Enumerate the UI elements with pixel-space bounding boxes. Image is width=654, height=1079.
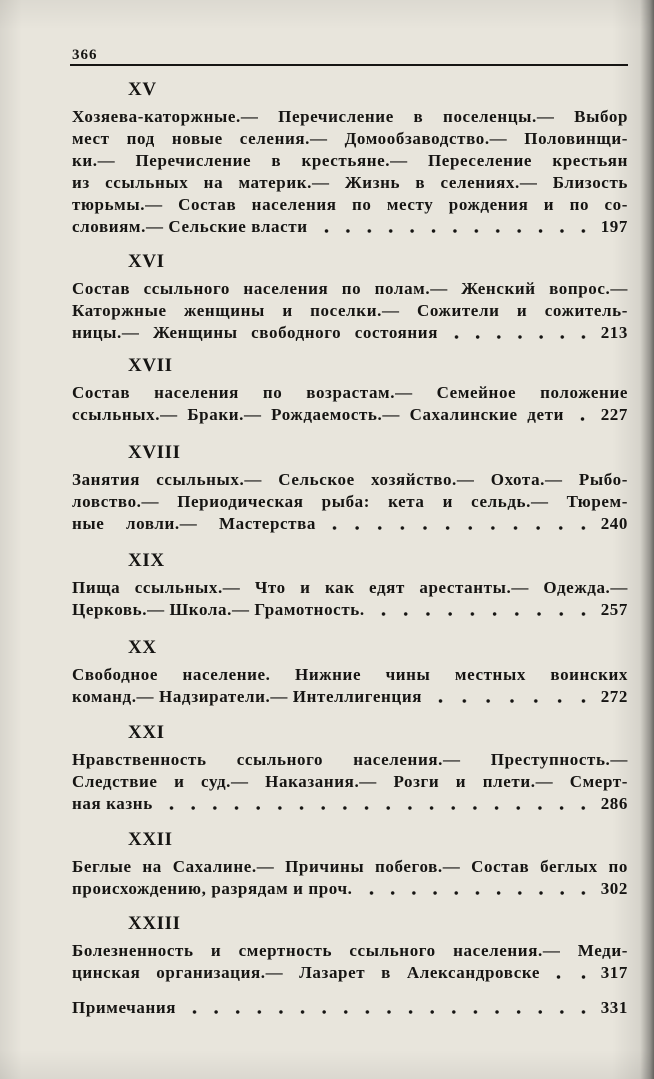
toc-page-number: 197	[600, 217, 628, 236]
toc-page-number: 213	[600, 323, 628, 342]
toc-entry-line	[72, 404, 628, 426]
toc-line: мест под новые селения.— Домообзаводство.— Половинщи-	[72, 129, 628, 148]
toc-line: ки.— Перечисление в крестьяне.— Переселение крестьян	[72, 151, 628, 170]
toc-notes-entry	[72, 997, 628, 1019]
chapter-numeral: XV	[128, 79, 157, 100]
toc-section-xxii	[72, 828, 628, 900]
toc-page-number: 227	[600, 405, 628, 424]
dot-leader	[161, 793, 594, 815]
chapter-numeral: XXI	[128, 722, 165, 743]
toc-line: Нравственность ссыльного населения.— Преступность.—	[72, 750, 628, 769]
toc-page-number: 317	[600, 963, 628, 982]
toc-section-xix	[72, 549, 628, 621]
toc-section-xv	[72, 78, 628, 238]
toc-page-number: 240	[600, 514, 628, 533]
chapter-numeral: XXII	[128, 829, 173, 850]
toc-entry-line	[72, 686, 628, 708]
toc-line: Беглые на Сахалине.— Причины побегов.— Состав беглых по	[72, 857, 628, 876]
chapter-numeral: XIX	[128, 550, 165, 571]
toc-line-text: ницы.— Женщины свободного состояния	[72, 323, 438, 342]
toc-line: Следствие и суд.— Наказания.— Розги и плети.— Смерт-	[72, 772, 628, 791]
toc-section-xvi	[72, 250, 628, 344]
dot-leader	[361, 878, 594, 900]
dot-leader	[548, 962, 594, 984]
toc-line: тюрьмы.— Состав населения по месту рождения и по со-	[72, 195, 628, 214]
chapter-numeral: XVI	[128, 251, 165, 272]
toc-line-text: ные ловли.— Мастерства	[72, 514, 316, 533]
toc-line: из ссыльных на материк.— Жизнь в селениях.— Близость	[72, 173, 628, 192]
toc-section-xviii	[72, 441, 628, 535]
toc-line: ловство.— Периодическая рыба: кета и сельдь.— Тюрем-	[72, 492, 628, 511]
toc-line: Каторжные женщины и поселки.— Сожители и сожитель-	[72, 301, 628, 320]
toc-entry-line	[72, 216, 628, 238]
toc-line-text: команд.— Надзиратели.— Интеллигенция	[72, 687, 423, 706]
toc-line: Свободное население. Нижние чины местных воинских	[72, 665, 628, 684]
chapter-numeral: XVII	[128, 355, 173, 376]
toc-entry-line	[72, 599, 628, 621]
toc-line-text: Примечания	[72, 998, 177, 1017]
toc-line: Хозяева-каторжные.— Перечисление в поселенцы.— Выбор	[72, 107, 628, 126]
toc-entry-line	[72, 322, 628, 344]
chapter-numeral: XVIII	[128, 442, 181, 463]
toc-section-xxiii	[72, 912, 628, 984]
chapter-numeral: XX	[128, 637, 157, 658]
toc-line: Состав населения по возрастам.— Семейное положение	[72, 383, 628, 402]
toc-section-xxi	[72, 721, 628, 815]
toc-page-number: 302	[600, 879, 628, 898]
toc-entry-line	[72, 513, 628, 535]
dot-leader	[572, 404, 594, 426]
toc-line-text: словиям.— Сельские власти	[72, 217, 308, 236]
toc-line-text: цинская организация.— Лазарет в Александровске	[72, 963, 540, 982]
toc-line-text: ссыльных.— Браки.— Рождаемость.— Сахалинские дети	[72, 405, 564, 424]
dot-leader	[430, 686, 594, 708]
toc-page-number: 272	[600, 687, 628, 706]
chapter-numeral: XXIII	[128, 913, 181, 934]
toc-line-text: ная казнь	[72, 794, 153, 813]
toc-page-number: 331	[600, 998, 628, 1017]
page-number: 366	[72, 47, 98, 63]
dot-leader	[324, 513, 594, 535]
toc-line-text: Церковь.— Школа.— Грамотность.	[72, 600, 365, 619]
header-rule	[70, 64, 628, 66]
dot-leader	[316, 216, 594, 238]
dot-leader	[184, 997, 594, 1019]
toc-line: Занятия ссыльных.— Сельское хозяйство.— Охота.— Рыбо-	[72, 470, 628, 489]
dot-leader	[373, 599, 594, 621]
toc-section-xvii	[72, 354, 628, 426]
toc-line-text: происхождению, разрядам и проч.	[72, 879, 353, 898]
toc-line: Пища ссыльных.— Что и как едят арестанты.— Одежда.—	[72, 578, 628, 597]
toc-section-xx	[72, 636, 628, 708]
toc-line: Болезненность и смертность ссыльного населения.— Меди-	[72, 941, 628, 960]
dot-leader	[446, 322, 594, 344]
toc-page-number: 257	[600, 600, 628, 619]
toc-entry-line	[72, 962, 628, 984]
toc-entry-line	[72, 793, 628, 815]
toc-page-number: 286	[600, 794, 628, 813]
toc-entry-line	[72, 878, 628, 900]
toc-line: Состав ссыльного населения по полам.— Женский вопрос.—	[72, 279, 628, 298]
